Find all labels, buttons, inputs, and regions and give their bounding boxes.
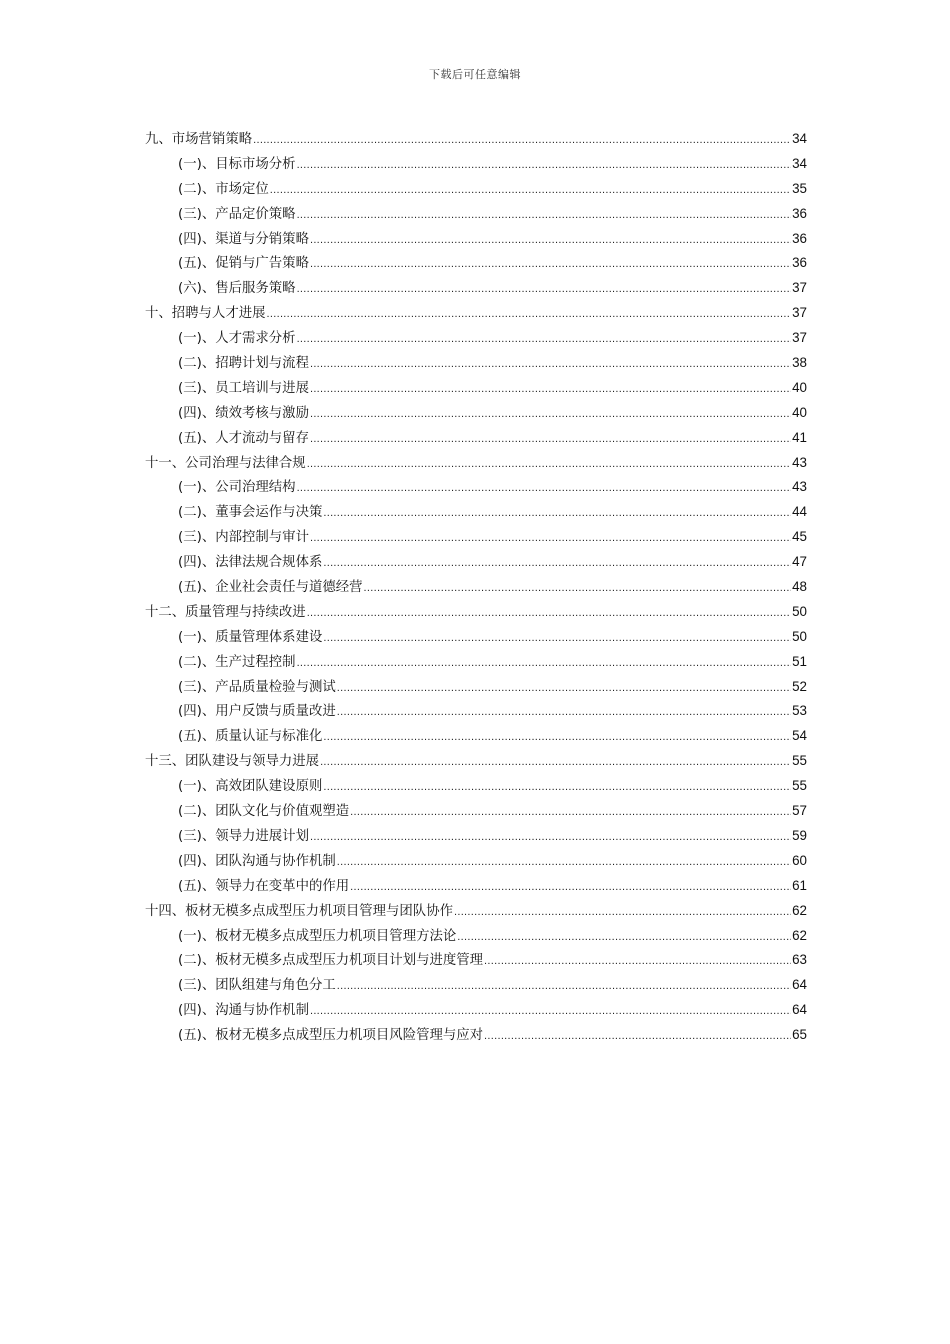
toc-entry-title: (一)、人才需求分析: [178, 331, 296, 347]
toc-dot-leader: [350, 875, 791, 900]
toc-entry-page-number: 65: [792, 1027, 807, 1043]
toc-dot-leader: [323, 501, 791, 526]
toc-dot-leader: [323, 626, 791, 651]
toc-dot-leader: [310, 377, 791, 402]
toc-section-entry[interactable]: [145, 824, 807, 849]
toc-chapter-entry[interactable]: [145, 899, 807, 924]
toc-entry-title: (一)、板材无模多点成型压力机项目管理方法论: [178, 928, 457, 944]
toc-entry-title: (五)、人才流动与留存: [178, 430, 309, 446]
toc-chapter-entry[interactable]: [145, 301, 807, 326]
toc-dot-leader: [323, 775, 791, 800]
toc-dot-leader: [297, 203, 792, 228]
toc-entry-title: (二)、市场定位: [178, 181, 269, 197]
page-header: 下载后可任意编辑: [429, 68, 521, 81]
toc-entry-title: (一)、质量管理体系建设: [178, 629, 323, 645]
toc-entry-title: (六)、售后服务策略: [178, 281, 296, 297]
toc-entry-page-number: 43: [792, 454, 807, 470]
toc-dot-leader: [253, 128, 791, 153]
toc-entry-page-number: 45: [792, 529, 807, 545]
toc-section-entry[interactable]: [145, 525, 807, 550]
toc-dot-leader: [337, 974, 791, 999]
toc-entry-title: (四)、绩效考核与激励: [178, 405, 309, 421]
toc-section-entry[interactable]: [145, 924, 807, 949]
toc-entry-page-number: 36: [792, 230, 807, 246]
toc-entry-title: (四)、用户反馈与质量改进: [178, 704, 336, 720]
toc-entry-page-number: 35: [792, 180, 807, 196]
toc-section-entry[interactable]: [145, 575, 807, 600]
toc-entry-title: (二)、团队文化与价值观塑造: [178, 804, 350, 820]
toc-entry-page-number: 64: [792, 1002, 807, 1018]
toc-dot-leader: [310, 427, 791, 452]
toc-entry-title: (一)、高效团队建设原则: [178, 779, 323, 795]
toc-dot-leader: [337, 676, 791, 701]
toc-section-entry[interactable]: [145, 625, 807, 650]
toc-section-entry[interactable]: [145, 874, 807, 899]
toc-chapter-entry[interactable]: [145, 600, 807, 625]
toc-entry-page-number: 55: [792, 778, 807, 794]
toc-section-entry[interactable]: [145, 152, 807, 177]
toc-dot-leader: [323, 725, 791, 750]
toc-entry-page-number: 37: [792, 330, 807, 346]
toc-entry-page-number: 37: [792, 305, 807, 321]
toc-entry-title: 十、招聘与人才进展: [145, 306, 266, 322]
toc-entry-title: (五)、企业社会责任与道德经营: [178, 580, 363, 596]
toc-entry-page-number: 57: [792, 803, 807, 819]
toc-dot-leader: [297, 327, 792, 352]
toc-entry-page-number: 48: [792, 579, 807, 595]
toc-dot-leader: [310, 228, 791, 253]
toc-dot-leader: [267, 302, 792, 327]
toc-entry-title: (三)、内部控制与审计: [178, 530, 309, 546]
toc-entry-title: 九、市场营销策略: [145, 132, 253, 147]
toc-entry-title: (三)、团队组建与角色分工: [178, 978, 336, 994]
table-of-contents: [145, 127, 807, 1048]
toc-entry-page-number: 51: [792, 653, 807, 669]
toc-dot-leader: [307, 452, 791, 477]
toc-entry-title: (二)、板材无模多点成型压力机项目计划与进度管理: [178, 953, 484, 969]
toc-entry-page-number: 36: [792, 255, 807, 271]
toc-section-entry[interactable]: [145, 376, 807, 401]
toc-entry-title: (三)、员工培训与进展: [178, 380, 309, 396]
toc-section-entry[interactable]: [145, 849, 807, 874]
toc-dot-leader: [297, 476, 792, 501]
toc-entry-page-number: 34: [792, 155, 807, 171]
toc-dot-leader: [310, 352, 791, 377]
toc-entry-title: (四)、法律法规合规体系: [178, 555, 323, 571]
toc-section-entry[interactable]: [145, 177, 807, 202]
toc-entry-page-number: 50: [792, 628, 807, 644]
toc-chapter-entry[interactable]: [145, 127, 807, 152]
toc-entry-title: (五)、促销与广告策略: [178, 256, 309, 272]
toc-section-entry[interactable]: [145, 426, 807, 451]
toc-section-entry[interactable]: [145, 774, 807, 799]
toc-dot-leader: [307, 601, 791, 626]
toc-dot-leader: [337, 700, 791, 725]
toc-entry-page-number: 41: [792, 429, 807, 445]
toc-entry-title: 十三、团队建设与领导力进展: [145, 754, 320, 770]
toc-entry-title: (二)、招聘计划与流程: [178, 356, 309, 372]
toc-entry-title: (二)、董事会运作与决策: [178, 505, 323, 521]
toc-entry-title: 十一、公司治理与法律合规: [145, 455, 306, 471]
toc-section-entry[interactable]: [145, 550, 807, 575]
toc-entry-page-number: 38: [792, 355, 807, 371]
toc-section-entry[interactable]: [145, 1023, 807, 1048]
toc-dot-leader: [457, 925, 791, 950]
toc-entry-page-number: 52: [792, 678, 807, 694]
toc-section-entry[interactable]: [145, 948, 807, 973]
toc-dot-leader: [297, 651, 792, 676]
toc-section-entry[interactable]: [145, 351, 807, 376]
toc-entry-title: (四)、渠道与分销策略: [178, 231, 309, 247]
toc-dot-leader: [270, 178, 791, 203]
toc-entry-title: (五)、板材无模多点成型压力机项目风险管理与应对: [178, 1028, 484, 1044]
toc-chapter-entry[interactable]: [145, 451, 807, 476]
toc-entry-title: (三)、产品定价策略: [178, 206, 296, 222]
toc-section-entry[interactable]: [145, 998, 807, 1023]
toc-section-entry[interactable]: [145, 251, 807, 276]
toc-entry-title: 十四、板材无模多点成型压力机项目管理与团队协作: [145, 903, 453, 919]
toc-dot-leader: [484, 949, 791, 974]
toc-entry-page-number: 40: [792, 379, 807, 395]
toc-entry-page-number: 40: [792, 404, 807, 420]
toc-entry-page-number: 34: [792, 131, 807, 146]
toc-entry-page-number: 53: [792, 703, 807, 719]
toc-entry-page-number: 61: [792, 877, 807, 893]
toc-entry-page-number: 62: [792, 927, 807, 943]
toc-entry-page-number: 60: [792, 852, 807, 868]
toc-section-entry[interactable]: [145, 202, 807, 227]
toc-dot-leader: [310, 999, 791, 1024]
toc-dot-leader: [310, 825, 791, 850]
toc-entry-page-number: 63: [792, 952, 807, 968]
toc-section-entry[interactable]: [145, 699, 807, 724]
toc-section-entry[interactable]: [145, 650, 807, 675]
toc-entry-title: (四)、团队沟通与协作机制: [178, 853, 336, 869]
toc-section-entry[interactable]: [145, 799, 807, 824]
toc-entry-page-number: 47: [792, 554, 807, 570]
toc-entry-page-number: 37: [792, 280, 807, 296]
toc-section-entry[interactable]: [145, 475, 807, 500]
toc-entry-title: (四)、沟通与协作机制: [178, 1003, 309, 1019]
toc-dot-leader: [337, 850, 791, 875]
toc-dot-leader: [350, 800, 791, 825]
toc-dot-leader: [364, 576, 792, 601]
toc-entry-page-number: 55: [792, 753, 807, 769]
toc-dot-leader: [310, 252, 791, 277]
toc-entry-page-number: 62: [792, 902, 807, 918]
toc-section-entry[interactable]: [145, 973, 807, 998]
toc-section-entry[interactable]: [145, 276, 807, 301]
toc-section-entry[interactable]: [145, 675, 807, 700]
toc-dot-leader: [310, 526, 791, 551]
toc-entry-page-number: 54: [792, 728, 807, 744]
toc-entry-page-number: 44: [792, 504, 807, 520]
toc-entry-title: (五)、领导力在变革中的作用: [178, 878, 350, 894]
toc-entry-page-number: 50: [792, 603, 807, 619]
toc-section-entry[interactable]: [145, 724, 807, 749]
toc-entry-title: (三)、领导力进展计划: [178, 828, 309, 844]
toc-section-entry[interactable]: [145, 500, 807, 525]
toc-section-entry[interactable]: [145, 401, 807, 426]
toc-dot-leader: [484, 1024, 791, 1049]
toc-entry-title: (一)、目标市场分析: [178, 156, 296, 172]
toc-entry-page-number: 59: [792, 827, 807, 843]
toc-section-entry[interactable]: [145, 227, 807, 252]
toc-dot-leader: [297, 277, 792, 302]
toc-entry-title: 十二、质量管理与持续改进: [145, 604, 306, 620]
toc-dot-leader: [297, 153, 792, 178]
toc-entry-page-number: 36: [792, 205, 807, 221]
toc-entry-page-number: 43: [792, 479, 807, 495]
toc-entry-title: (五)、质量认证与标准化: [178, 729, 323, 745]
toc-dot-leader: [310, 402, 791, 427]
toc-entry-title: (一)、公司治理结构: [178, 480, 296, 496]
toc-entry-title: (二)、生产过程控制: [178, 654, 296, 670]
toc-chapter-entry[interactable]: [145, 749, 807, 774]
toc-dot-leader: [323, 551, 791, 576]
toc-section-entry[interactable]: [145, 326, 807, 351]
toc-entry-title: (三)、产品质量检验与测试: [178, 679, 336, 695]
toc-dot-leader: [454, 900, 791, 925]
toc-entry-page-number: 64: [792, 977, 807, 993]
toc-dot-leader: [320, 750, 791, 775]
